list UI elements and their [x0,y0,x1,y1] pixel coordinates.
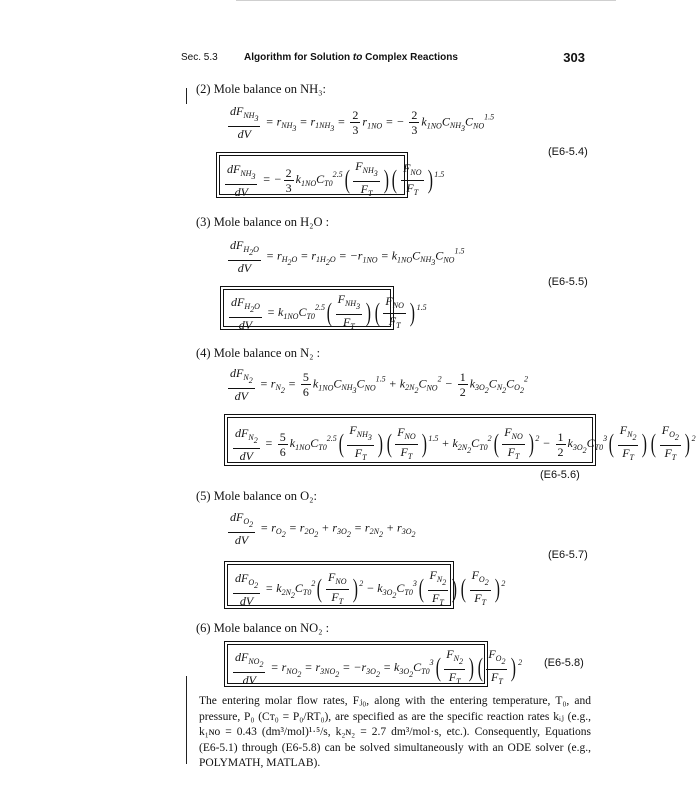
top-rule [236,0,616,1]
boxed-equation-no2: $\frac{dF_{NO_2}}{dV}$ = $r_{NO_2} = r_{3NO_2} = -r_{3O_2} = k_{3O_2}C_{T0}^3$( $\frac{F_{N_2}}{F_T}$ ) ( $\frac{F_{O_2}}{F_T}$ ) $^2$ [224,641,488,687]
heading-n2: (4) Mole balance on N₂ : [196,346,321,360]
equation-number: (E6-5.6) [540,469,580,481]
heading-nh3: (2) Mole balance on NH₃: [196,82,327,96]
section-number: Sec. 5.3 [181,52,218,63]
equation-number: (E6-5.7) [548,549,588,561]
heading-o2: (5) Mole balance on O₂: [196,489,317,503]
equation-number: (E6-5.8) [544,657,584,669]
heading-h2o: (3) Mole balance on H₂O : [196,215,330,229]
boxed-equation-nh3: $\frac{dF_{NH_3}}{dV}$ = − $\frac{2}{3}$ $k_{1NO}C_{T0}^{2.5}$( $\frac{F_{NH_3}}{F_T}$ ) ( $\frac{F_{NO}}{F_T}$ ) $^{1.5}$ [216,152,408,198]
equation-o2-rate: $\frac{dF_{O_2}}{dV}$ = $r_{O_2} = r_{2O_2} + r_{3O_2} = r_{2N_2} + r_{3O_2}$ [230,510,416,547]
equation-nh3-rate: $\frac{dF_{NH_3}}{dV}$ = $r_{NH_3} = r_{1NH_3}$ = $\frac{2}{3}$ $r_{1NO}$ = − $\frac{2}{3}$ $k_{1NO}C_{NH_3}C_{NO}^{1.5}$ [230,104,495,141]
boxed-equation-n2: $\frac{dF_{N_2}}{dV}$ = $\frac{5}{6}$ $k_{1NO}C_{T0}^{2.5}$( $\frac{F_{NH_3}}{F_T}$ ) ( $\frac{F_{NO}}{F_T}$ ) $^{1.5} + k_{2N_2}C_{T0}^2$( $\frac{F_{NO}}{F_T}$ ) $^2$ − $\frac{1}{2}$ $k_{3O_2}C_{T0}^3$( $\frac{F_{N_2}}{F_T}$ ) ( $\frac{F_{O_2}}{F_T}$ ) $^2$ [224,414,596,466]
running-header [181,50,585,68]
body-paragraph: The entering molar flow rates, Fⱼ₀, along with the entering temperature, T₀, and pressure, P₀ (Cᴛ₀ = P₀/RT₀), are specified as are the specific reaction rates kᵢⱼ (e.g., k₁ɴᴏ = 0.43 (dm³/mol)¹·⁵/s, k₂ɴ₂ = 2.7 dm³/mol·s, etc.). Consequently, Equations (E6-5.1) through (E6-5.8) can be solved simultaneously with an ODE solver (e.g., POLYMATH, MATLAB). [199,695,591,769]
boxed-equation-h2o: $\frac{dF_{H_2O}}{dV}$ = $k_{1NO}C_{T0}^{2.5}$( $\frac{F_{NH_3}}{F_T}$ ) ( $\frac{F_{NO}}{F_T}$ ) $^{1.5}$ [220,286,394,330]
equation-number: (E6-5.5) [548,276,588,288]
boxed-equation-o2: $\frac{dF_{O_2}}{dV}$ = $k_{2N_2}C_{T0}^2$( $\frac{F_{NO}}{F_T}$ ) $^2 - k_{3O_2}C_{T0}^3$( $\frac{F_{N_2}}{F_T}$ ) ( $\frac{F_{O_2}}{F_T}$ ) $^2$ [224,561,454,609]
margin-bar [186,676,187,764]
equation-h2o-rate: $\frac{dF_{H_2O}}{dV}$ = $r_{H_2O} = r_{1H_2O} = -r_{1NO} = k_{1NO}C_{NH_3}C_{NO}^{1.5}$ [230,238,465,275]
section-title: Algorithm for Solution to Complex Reactions [244,52,458,63]
equation-n2-rate: $\frac{dF_{N_2}}{dV}$ = $r_{N_2}$ = $\frac{5}{6}$ $k_{1NO}C_{NH_3}C_{NO}^{1.5} + k_{2N_2}C_{NO}^2$ − $\frac{1}{2}$ $k_{3O_2}C_{N_2}C_{O_2}^2$ [230,366,528,403]
margin-bar [186,88,187,104]
heading-no2: (6) Mole balance on NO₂ : [196,621,330,635]
page-number: 303 [563,50,585,65]
equation-number: (E6-5.4) [548,146,588,158]
